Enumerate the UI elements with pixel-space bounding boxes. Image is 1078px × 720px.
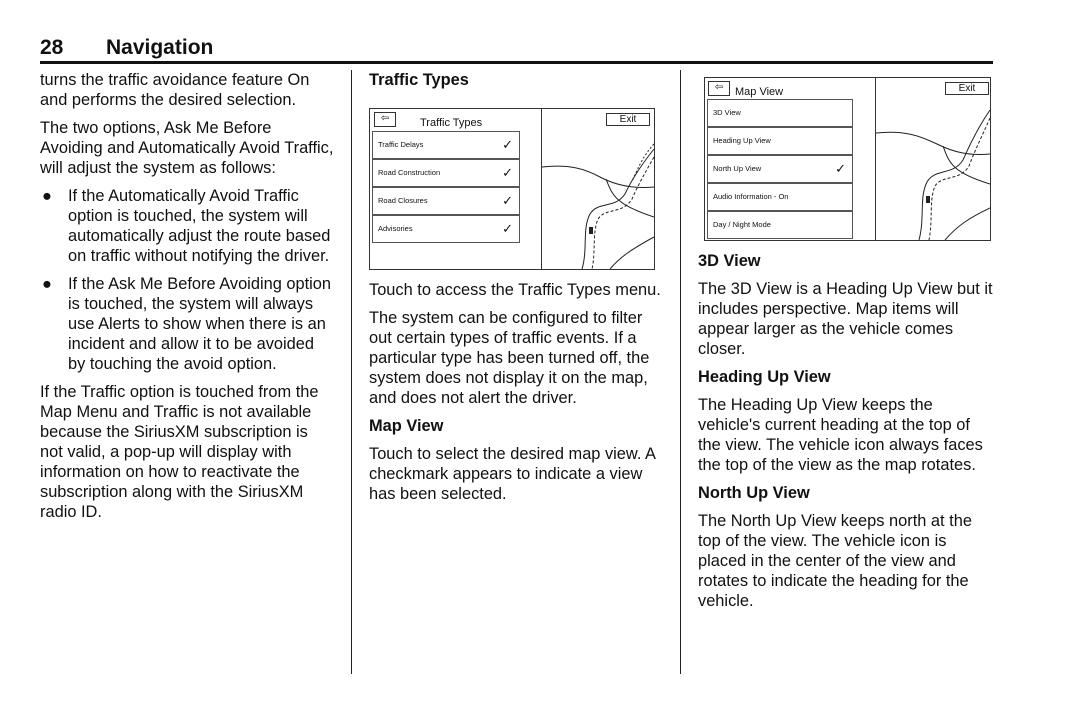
menu-title: Map View — [735, 86, 784, 98]
paragraph: The 3D View is a Heading Up View but it includes perspective. Map items will appear larger as the vehicle comes closer. — [698, 280, 993, 358]
menu-item-3d-view[interactable] — [707, 99, 853, 127]
checkmark-icon: ✓ — [502, 193, 513, 208]
menu-item-heading-up-view[interactable] — [707, 127, 853, 155]
menu-item-traffic-delays[interactable] — [372, 131, 520, 159]
back-icon[interactable]: ⇦ — [708, 81, 730, 96]
vehicle-icon — [926, 196, 930, 203]
column-1 — [40, 70, 335, 530]
paragraph: The system can be configured to filter out certain types of traffic events. If a particular type has been turned off, the system does not display it on the map, and does not alert the driver. — [369, 309, 650, 407]
menu-item-road-construction[interactable] — [372, 159, 520, 187]
column-3 — [698, 70, 993, 619]
section-heading: North Up View — [698, 484, 810, 502]
bullet-icon: ● — [42, 187, 52, 205]
column-2 — [369, 70, 664, 512]
checkmark-icon: ✓ — [502, 165, 513, 180]
menu-item-audio-information[interactable] — [707, 183, 853, 211]
bullet-icon: ● — [42, 275, 52, 293]
paragraph: Touch to select the desired map view. A checkmark appears to indicate a view has been selected. — [369, 445, 656, 503]
bullet-text: If the Ask Me Before Avoiding option is touched, the system will always use Alerts to show when there is an incident and allow it to be avoided by touching the avoid option. — [68, 275, 332, 373]
paragraph: The two options, Ask Me Before Avoiding and Automatically Avoid Traffic, will adjust the system as follows: — [40, 119, 334, 177]
menu-item-road-closures[interactable] — [372, 187, 520, 215]
paragraph: Touch to access the Traffic Types menu. — [369, 281, 661, 299]
section-heading: Map View — [369, 417, 444, 435]
menu-item-label: Road Closures — [378, 196, 428, 205]
back-icon[interactable]: ⇦ — [374, 112, 396, 127]
section-heading: 3D View — [698, 252, 761, 270]
menu-item-label: Traffic Delays — [378, 140, 424, 149]
section-heading: Heading Up View — [698, 368, 831, 386]
exit-button[interactable]: Exit — [606, 113, 650, 126]
menu-title: Traffic Types — [420, 117, 483, 129]
column-divider — [351, 70, 352, 674]
menu-item-label: Day / Night Mode — [713, 220, 771, 229]
bullet-item — [40, 274, 335, 374]
menu-item-day-night-mode[interactable] — [707, 211, 853, 239]
map-view-screen-figure — [704, 77, 991, 241]
menu-item-label: Audio Information - On — [713, 192, 789, 201]
traffic-types-screen-figure — [369, 108, 655, 270]
paragraph: The North Up View keeps north at the top of the view. The vehicle icon is placed in the center of the view and rotates to indicate the heading for the vehicle. — [698, 512, 972, 610]
paragraph: The Heading Up View keeps the vehicle's current heading at the top of the view. The vehicle icon always faces the top of the view as the map rotates. — [698, 396, 983, 474]
bullet-item — [40, 186, 335, 266]
menu-item-north-up-view[interactable] — [707, 155, 853, 183]
traffic-types-menu — [370, 109, 542, 269]
exit-button[interactable]: Exit — [945, 82, 989, 95]
menu-item-label: Road Construction — [378, 168, 441, 177]
section-heading: Traffic Types — [369, 71, 469, 89]
page-header — [40, 35, 993, 64]
menu-item-label: Heading Up View — [713, 136, 771, 145]
bullet-text: If the Automatically Avoid Traffic option is touched, the system will automatically adjust the route based on traffic without notifying the driver. — [68, 187, 331, 265]
checkmark-icon: ✓ — [502, 137, 513, 152]
menu-item-label: Advisories — [378, 224, 413, 233]
section-title: Navigation — [106, 36, 214, 59]
paragraph: If the Traffic option is touched from the Map Menu and Traffic is not available because the SiriusXM subscription is not valid, a pop-up will display with information on how to reactivate the subscription along with the SiriusXM radio ID. — [40, 383, 319, 521]
menu-item-label: North Up View — [713, 164, 762, 173]
menu-item-advisories[interactable] — [372, 215, 520, 243]
menu-item-label: 3D View — [713, 108, 741, 117]
column-divider — [680, 70, 681, 674]
vehicle-icon — [589, 227, 593, 234]
map-view-menu — [705, 78, 876, 240]
checkmark-icon: ✓ — [502, 221, 513, 236]
paragraph: turns the traffic avoidance feature On and performs the desired selection. — [40, 71, 310, 109]
page-number: 28 — [40, 36, 64, 59]
checkmark-icon: ✓ — [835, 161, 846, 176]
